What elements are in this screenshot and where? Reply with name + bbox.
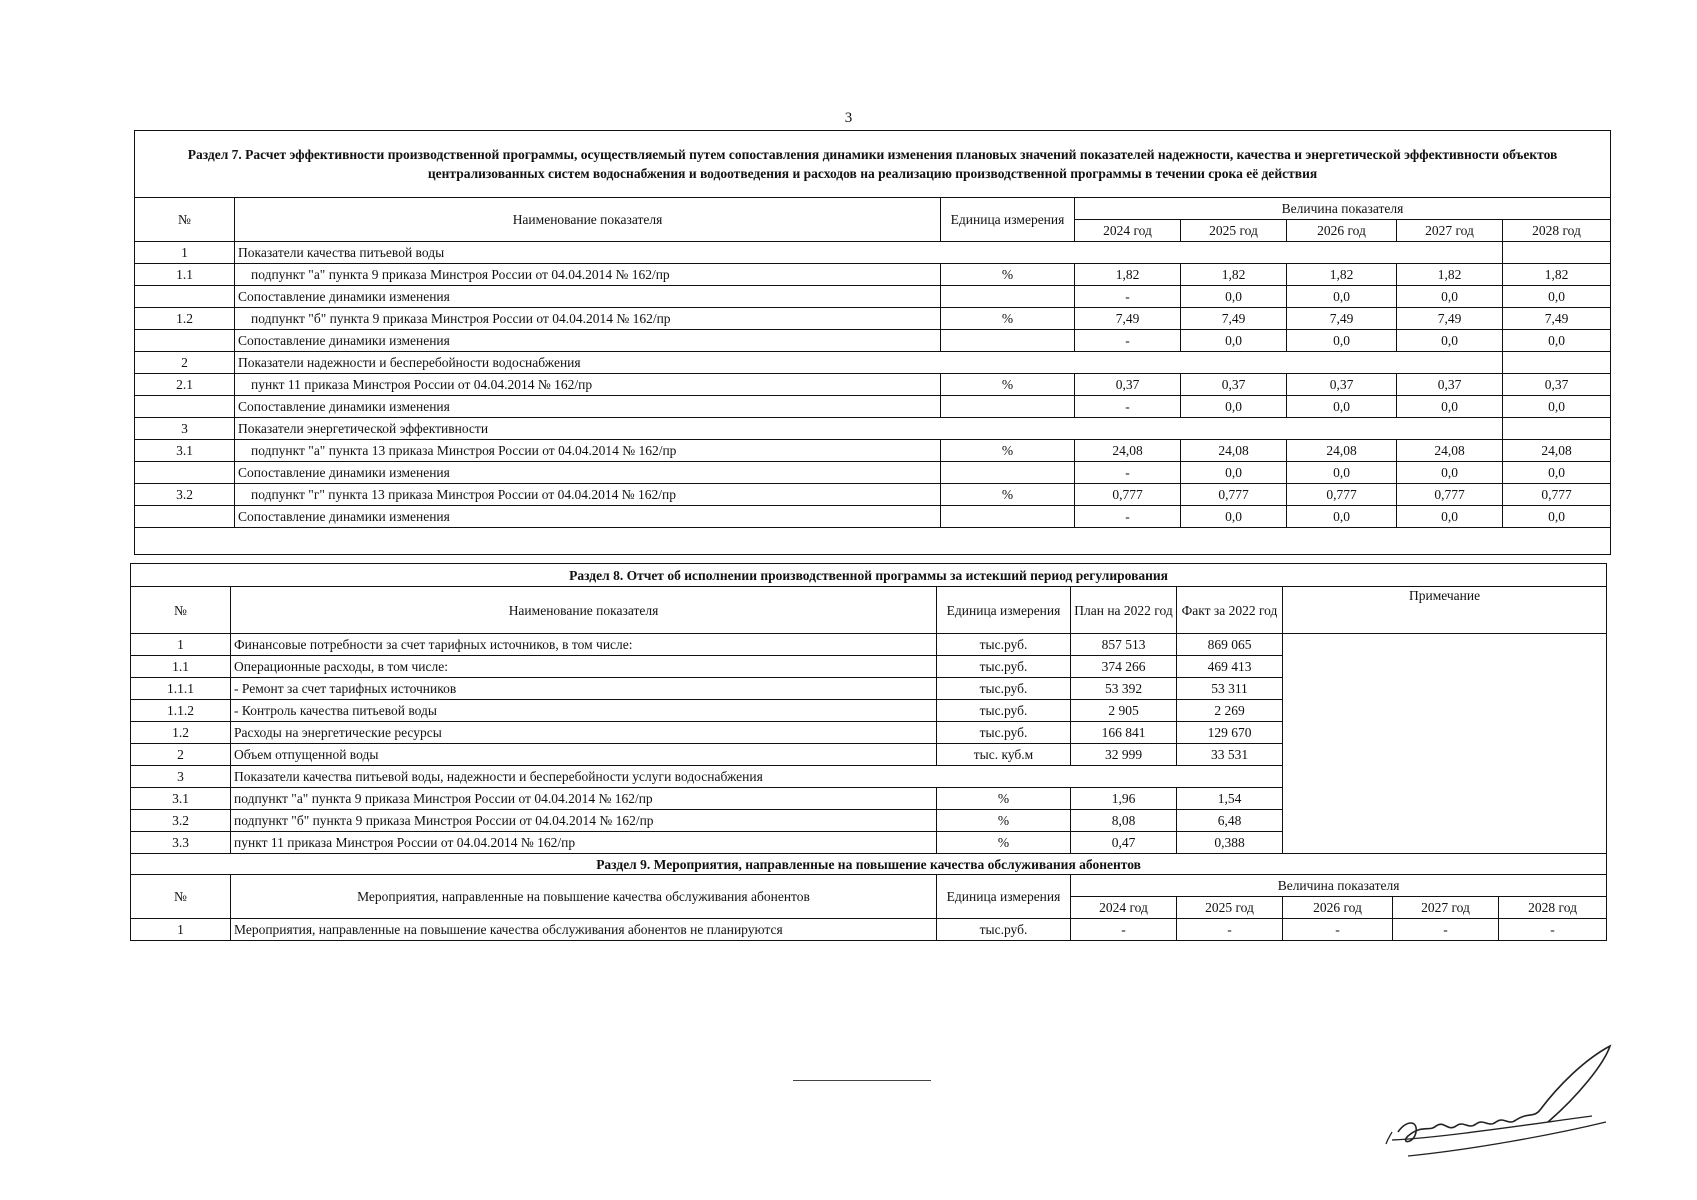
year-header: 2025 год — [1177, 897, 1283, 919]
row-name: Расходы на энергетические ресурсы — [231, 722, 937, 744]
row-unit: тыс.руб. — [937, 919, 1071, 941]
row-value: 0,0 — [1397, 286, 1503, 308]
row-name: Финансовые потребности за счет тарифных источников, в том числе: — [231, 634, 937, 656]
row-plan: 0,47 — [1071, 832, 1177, 854]
row-name: подпункт "а" пункта 9 приказа Минстроя России от 04.04.2014 № 162/пр — [231, 788, 937, 810]
row-value: 0,0 — [1181, 330, 1287, 352]
row-fact: 2 269 — [1177, 700, 1283, 722]
row-unit: % — [941, 484, 1075, 506]
row-value: 7,49 — [1075, 308, 1181, 330]
row-name: Объем отпущенной воды — [231, 744, 937, 766]
s9-col-unit-header: Единица измерения — [937, 875, 1071, 919]
row-value: 7,49 — [1503, 308, 1611, 330]
row-unit: % — [941, 264, 1075, 286]
row-unit: тыс.руб. — [937, 678, 1071, 700]
row-number — [135, 506, 235, 528]
row-name: Показатели качества питьевой воды, надежности и бесперебойности услуги водоснабжения — [231, 766, 1283, 788]
row-unit: % — [937, 832, 1071, 854]
row-plan: 374 266 — [1071, 656, 1177, 678]
row-value: 0,37 — [1397, 374, 1503, 396]
row-unit: тыс.руб. — [937, 656, 1071, 678]
row-unit: % — [941, 440, 1075, 462]
row-unit — [941, 506, 1075, 528]
row-value: 0,0 — [1181, 396, 1287, 418]
row-fact: 869 065 — [1177, 634, 1283, 656]
row-value: - — [1075, 506, 1181, 528]
row-fact: 6,48 — [1177, 810, 1283, 832]
row-number: 2 — [131, 744, 231, 766]
row-unit: % — [941, 308, 1075, 330]
row-number: 1.1 — [135, 264, 235, 286]
row-value: 0,0 — [1503, 286, 1611, 308]
row-unit — [941, 462, 1075, 484]
s8-col-note-header: Примечание — [1283, 587, 1607, 634]
col-value-header: Величина показателя — [1075, 198, 1611, 220]
year-header: 2027 год — [1397, 220, 1503, 242]
row-unit: тыс.руб. — [937, 722, 1071, 744]
row-name: Сопоставление динамики изменения — [235, 462, 941, 484]
row-plan: 53 392 — [1071, 678, 1177, 700]
row-number: 3.2 — [135, 484, 235, 506]
row-fact: 469 413 — [1177, 656, 1283, 678]
row-value: 0,0 — [1287, 286, 1397, 308]
row-number: 1.1.2 — [131, 700, 231, 722]
section9-title: Раздел 9. Мероприятия, направленные на повышение качества обслуживания абонентов — [131, 854, 1607, 875]
row-value: 7,49 — [1181, 308, 1287, 330]
year-header: 2026 год — [1287, 220, 1397, 242]
s9-col-name-header: Мероприятия, направленные на повышение качества обслуживания абонентов — [231, 875, 937, 919]
row-value: - — [1075, 286, 1181, 308]
row-unit: тыс.руб. — [937, 634, 1071, 656]
row-number: 2.1 — [135, 374, 235, 396]
row-value: 1,82 — [1287, 264, 1397, 286]
page-number: 3 — [844, 110, 853, 126]
row-name: Сопоставление динамики изменения — [235, 330, 941, 352]
row-plan: 1,96 — [1071, 788, 1177, 810]
table-row — [135, 484, 1611, 506]
row-name: подпункт "а" пункта 9 приказа Минстроя России от 04.04.2014 № 162/пр — [235, 264, 941, 286]
row-unit: % — [937, 788, 1071, 810]
year-header: 2024 год — [1071, 897, 1177, 919]
row-name: - Контроль качества питьевой воды — [231, 700, 937, 722]
row-number: 1.2 — [135, 308, 235, 330]
row-value: 0,0 — [1503, 330, 1611, 352]
row-fact: 1,54 — [1177, 788, 1283, 810]
row-value: 0,0 — [1287, 396, 1397, 418]
row-value: - — [1283, 919, 1393, 941]
row-value: 7,49 — [1397, 308, 1503, 330]
row-value: 0,0 — [1181, 506, 1287, 528]
empty-cell — [1503, 418, 1611, 440]
row-value: 0,0 — [1503, 396, 1611, 418]
col-num-header: № — [135, 198, 235, 242]
row-value: 1,82 — [1503, 264, 1611, 286]
table-row — [135, 242, 1611, 264]
row-unit: % — [941, 374, 1075, 396]
row-number: 1 — [131, 919, 231, 941]
row-name: пункт 11 приказа Минстроя России от 04.04.2014 № 162/пр — [235, 374, 941, 396]
year-header: 2028 год — [1499, 897, 1607, 919]
row-plan: 857 513 — [1071, 634, 1177, 656]
s9-col-num-header: № — [131, 875, 231, 919]
year-header: 2028 год — [1503, 220, 1611, 242]
table-row — [135, 506, 1611, 528]
row-value: 0,0 — [1503, 506, 1611, 528]
year-header: 2027 год — [1393, 897, 1499, 919]
row-fact: 33 531 — [1177, 744, 1283, 766]
year-header: 2024 год — [1075, 220, 1181, 242]
row-value: - — [1075, 462, 1181, 484]
empty-cell — [1503, 352, 1611, 374]
section8-9-table — [130, 563, 1607, 941]
row-fact: 53 311 — [1177, 678, 1283, 700]
row-value: 0,37 — [1287, 374, 1397, 396]
row-value: 24,08 — [1503, 440, 1611, 462]
table-row — [135, 440, 1611, 462]
row-value: 1,82 — [1397, 264, 1503, 286]
row-name: подпункт "б" пункта 9 приказа Минстроя России от 04.04.2014 № 162/пр — [231, 810, 937, 832]
row-name: Показатели надежности и бесперебойности водоснабжения — [235, 352, 1503, 374]
row-value: 0,777 — [1287, 484, 1397, 506]
row-value: 0,777 — [1075, 484, 1181, 506]
row-number: 3 — [131, 766, 231, 788]
note-cell — [1283, 634, 1607, 854]
row-fact: 129 670 — [1177, 722, 1283, 744]
row-number: 1.1.1 — [131, 678, 231, 700]
section8-title: Раздел 8. Отчет об исполнении производственной программы за истекший период регулирования — [131, 564, 1607, 587]
table-row — [135, 374, 1611, 396]
row-value: - — [1499, 919, 1607, 941]
row-value: - — [1075, 330, 1181, 352]
s9-col-value-header: Величина показателя — [1071, 875, 1607, 897]
year-header: 2026 год — [1283, 897, 1393, 919]
spacer-row — [135, 528, 1611, 555]
row-number: 1 — [135, 242, 235, 264]
row-number: 3.3 — [131, 832, 231, 854]
row-number: 2 — [135, 352, 235, 374]
row-value: 0,37 — [1503, 374, 1611, 396]
s8-col-fact-header: Факт за 2022 год — [1177, 587, 1283, 634]
row-name: подпункт "а" пункта 13 приказа Минстроя России от 04.04.2014 № 162/пр — [235, 440, 941, 462]
row-value: 0,777 — [1181, 484, 1287, 506]
table-row — [131, 919, 1607, 941]
year-header: 2025 год — [1181, 220, 1287, 242]
row-value: - — [1071, 919, 1177, 941]
row-unit: % — [937, 810, 1071, 832]
row-number — [135, 286, 235, 308]
row-number — [135, 462, 235, 484]
row-value: 24,08 — [1181, 440, 1287, 462]
row-name: - Ремонт за счет тарифных источников — [231, 678, 937, 700]
row-value: 0,0 — [1397, 462, 1503, 484]
table-row — [135, 352, 1611, 374]
row-value: 0,0 — [1287, 506, 1397, 528]
row-number: 1 — [131, 634, 231, 656]
row-name: подпункт "г" пункта 13 приказа Минстроя России от 04.04.2014 № 162/пр — [235, 484, 941, 506]
row-unit — [941, 330, 1075, 352]
spacer-cell — [135, 528, 1611, 555]
row-name: Сопоставление динамики изменения — [235, 396, 941, 418]
row-value: 1,82 — [1181, 264, 1287, 286]
table-row — [131, 634, 1607, 656]
row-number: 3.2 — [131, 810, 231, 832]
col-name-header: Наименование показателя — [235, 198, 941, 242]
table-row — [135, 264, 1611, 286]
row-plan: 8,08 — [1071, 810, 1177, 832]
signature-icon — [1378, 1040, 1628, 1170]
empty-cell — [1503, 242, 1611, 264]
row-unit: тыс.руб. — [937, 700, 1071, 722]
row-value: - — [1177, 919, 1283, 941]
row-value: - — [1393, 919, 1499, 941]
row-plan: 2 905 — [1071, 700, 1177, 722]
row-name: подпункт "б" пункта 9 приказа Минстроя России от 04.04.2014 № 162/пр — [235, 308, 941, 330]
row-value: 24,08 — [1075, 440, 1181, 462]
s8-col-name-header: Наименование показателя — [231, 587, 937, 634]
row-name: Мероприятия, направленные на повышение качества обслуживания абонентов не планируются — [231, 919, 937, 941]
row-value: - — [1075, 396, 1181, 418]
row-value: 0,0 — [1397, 506, 1503, 528]
row-plan: 32 999 — [1071, 744, 1177, 766]
s8-col-num-header: № — [131, 587, 231, 634]
row-fact: 0,388 — [1177, 832, 1283, 854]
row-value: 0,0 — [1287, 330, 1397, 352]
section7-table — [134, 130, 1611, 555]
table-row — [135, 396, 1611, 418]
row-value: 0,0 — [1181, 286, 1287, 308]
row-number: 3.1 — [135, 440, 235, 462]
row-value: 7,49 — [1287, 308, 1397, 330]
row-unit: тыс. куб.м — [937, 744, 1071, 766]
row-value: 1,82 — [1075, 264, 1181, 286]
row-name: Показатели качества питьевой воды — [235, 242, 1503, 264]
row-name: Сопоставление динамики изменения — [235, 286, 941, 308]
row-name: Сопоставление динамики изменения — [235, 506, 941, 528]
row-number — [135, 330, 235, 352]
table-row — [135, 286, 1611, 308]
row-value: 0,0 — [1181, 462, 1287, 484]
row-value: 0,0 — [1287, 462, 1397, 484]
row-value: 24,08 — [1287, 440, 1397, 462]
table-row — [135, 330, 1611, 352]
row-plan: 166 841 — [1071, 722, 1177, 744]
row-value: 0,0 — [1397, 330, 1503, 352]
row-value: 0,777 — [1397, 484, 1503, 506]
row-number: 3.1 — [131, 788, 231, 810]
row-number: 1.1 — [131, 656, 231, 678]
row-number: 1.2 — [131, 722, 231, 744]
row-unit — [941, 286, 1075, 308]
row-number — [135, 396, 235, 418]
row-number: 3 — [135, 418, 235, 440]
row-value: 0,37 — [1075, 374, 1181, 396]
table-row — [135, 308, 1611, 330]
row-value: 0,0 — [1503, 462, 1611, 484]
row-value: 0,777 — [1503, 484, 1611, 506]
row-name: Показатели энергетической эффективности — [235, 418, 1503, 440]
s8-col-plan-header: План на 2022 год — [1071, 587, 1177, 634]
row-name: Операционные расходы, в том числе: — [231, 656, 937, 678]
col-unit-header: Единица измерения — [941, 198, 1075, 242]
separator-line — [793, 1080, 931, 1083]
s8-col-unit-header: Единица измерения — [937, 587, 1071, 634]
row-value: 24,08 — [1397, 440, 1503, 462]
table-row — [135, 462, 1611, 484]
row-unit — [941, 396, 1075, 418]
row-name: пункт 11 приказа Минстроя России от 04.04.2014 № 162/пр — [231, 832, 937, 854]
section7-title: Раздел 7. Расчет эффективности производственной программы, осуществляемый путем сопоставления динамики изменения плановых значений показателей надежности, качества и энергетической эффективности объектов централизованных систем водоснабжения и водоотведения и расходов на реализацию производственной программы в течении срока её действия — [135, 131, 1611, 198]
table-row — [135, 418, 1611, 440]
row-value: 0,0 — [1397, 396, 1503, 418]
row-value: 0,37 — [1181, 374, 1287, 396]
